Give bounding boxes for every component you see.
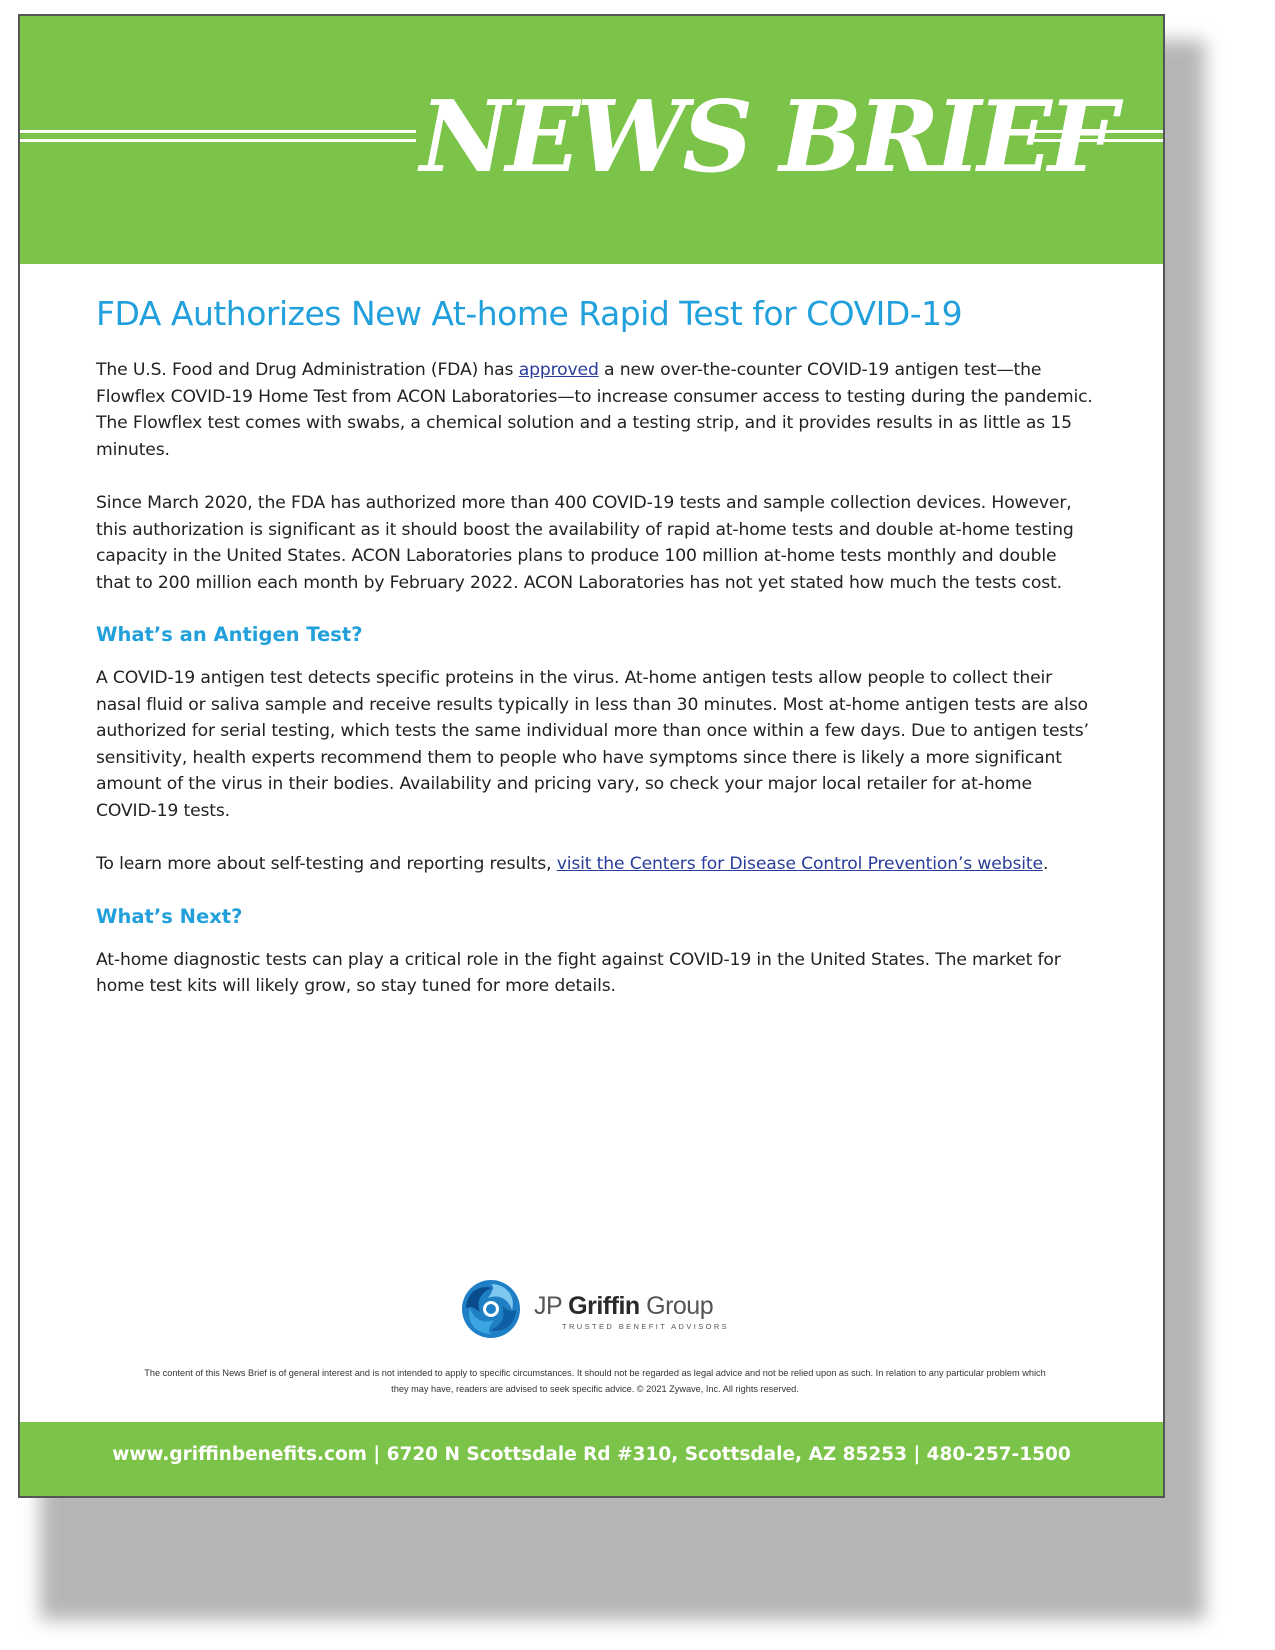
antigen-test-heading: What’s an Antigen Test? — [96, 623, 363, 646]
article-body — [96, 286, 1096, 1000]
legal-disclaimer: The content of this News Brief is of general interest and is not intended to apply to specific circumstances. It should not be regarded as legal advice and not be relied upon as such. In relation to any particular problem which they may have, readers are advised to seek specific advice. © 2021 Zywave, Inc. All rights reserved. — [144, 1368, 1046, 1394]
intro-text-before: The U.S. Food and Drug Administration (FDA) has — [96, 360, 519, 380]
banner-title: NEWS BRIEF — [420, 80, 1114, 195]
swirl-logo-icon — [460, 1278, 522, 1340]
approved-link[interactable]: approved — [518, 360, 599, 380]
news-brief-page — [18, 14, 1165, 1498]
antigen-test-paragraph: A COVID-19 antigen test detects specific proteins in the virus. At-home antigen tests allow people to collect their nasal fluid or saliva sample and receive results typically in less than 30 minutes. Most at-home antigen tests are also authorized for serial testing, which tests the same individual more than once within a few days. Due to antigen tests’ sensitivity, health experts recommend them to people who have symptoms since there is likely a more significant amount of the virus in their bodies. Availability and pricing vary, so check your major local retailer for at-home COVID-19 tests. — [96, 668, 1089, 821]
authorization-paragraph: Since March 2020, the FDA has authorized more than 400 COVID-19 tests and sample collection devices. However, this authorization is significant as it should boost the availability of rapid at-home tests and double at-home testing capacity in the United States. ACON Laboratories plans to produce 100 million at-home tests monthly and double that to 200 million each month by February 2022. ACON Laboratories has not yet stated how much the tests cost. — [96, 493, 1074, 593]
contact-footer — [20, 1422, 1163, 1498]
logo-name-griffin: Griffin — [568, 1292, 640, 1320]
logo-tagline: TRUSTED BENEFIT ADVISORS — [562, 1322, 730, 1331]
cdc-website-link[interactable]: visit the Centers for Disease Control Prevention’s website — [556, 854, 1043, 874]
banner-rule-right — [1034, 130, 1165, 142]
logo-name-group: Group — [639, 1292, 714, 1320]
footer-contact-text: www.griffinbenefits.com | 6720 N Scottsdale Rd #310, Scottsdale, AZ 85253 | 480-257-1500 — [112, 1444, 1071, 1465]
logo-wordmark — [534, 1292, 713, 1321]
banner-rule-left — [20, 130, 416, 142]
company-logo — [460, 1278, 730, 1348]
intro-paragraph — [96, 357, 1096, 463]
whats-next-paragraph: At-home diagnostic tests can play a critical role in the fight against COVID-19 in the United States. The market for home test kits will likely grow, so stay tuned for more details. — [96, 949, 1061, 996]
article-headline: FDA Authorizes New At-home Rapid Test for COVID-19 — [96, 294, 963, 333]
cdc-text-before: To learn more about self-testing and reporting results, — [96, 854, 557, 874]
intro-text-after: a new over-the-counter COVID-19 antigen test—the Flowflex COVID-19 Home Test from ACON Laboratories—to increase consumer access to testing during the pandemic. The Flowflex test comes with swabs, a chemical solution and a testing strip, and it provides results in as little as 15 minutes. — [96, 360, 1093, 460]
whats-next-heading: What’s Next? — [96, 904, 243, 928]
header-banner — [20, 16, 1163, 264]
cdc-paragraph — [96, 851, 1096, 878]
cdc-text-after: . — [1042, 854, 1049, 874]
logo-name-jp: JP — [534, 1292, 569, 1320]
